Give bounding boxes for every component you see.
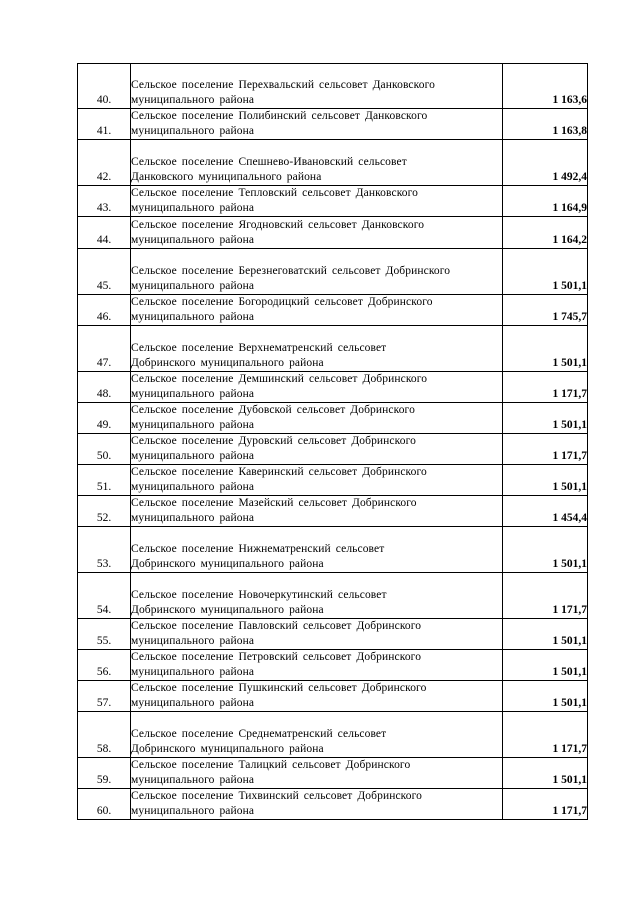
- settlement-name-line2: Добринского муниципального района: [131, 604, 324, 616]
- row-number: 49.: [78, 403, 131, 434]
- amount-value: 1 163,8: [503, 109, 588, 140]
- settlement-name: [131, 527, 503, 573]
- settlement-name: [131, 403, 503, 434]
- settlement-name-line2: муниципального района: [131, 419, 255, 431]
- amount-value: 1 171,7: [503, 789, 588, 820]
- settlement-name-line1: Сельское поселение Петровский сельсовет Добринского: [131, 651, 422, 663]
- settlement-name: [131, 496, 503, 527]
- settlement-name-line2: муниципального района: [131, 450, 255, 462]
- row-number: 56.: [78, 650, 131, 681]
- table-row: [78, 295, 588, 326]
- settlement-name: [131, 465, 503, 496]
- table-row: [78, 681, 588, 712]
- amount-value: 1 745,7: [503, 295, 588, 326]
- settlement-name: [131, 434, 503, 465]
- row-number: 44.: [78, 217, 131, 249]
- row-number: 53.: [78, 527, 131, 573]
- settlement-name: [131, 758, 503, 789]
- settlement-name-line1: Сельское поселение Нижнематренский сельсовет: [131, 543, 385, 555]
- row-number: 54.: [78, 573, 131, 619]
- settlement-name: [131, 249, 503, 295]
- settlement-name-line2: муниципального района: [131, 481, 255, 493]
- settlement-name-line2: муниципального района: [131, 805, 255, 817]
- settlement-name-line1: Сельское поселение Пушкинский сельсовет Добринского: [131, 682, 427, 694]
- amount-value: 1 501,1: [503, 650, 588, 681]
- settlement-name: [131, 619, 503, 650]
- amount-value: 1 171,7: [503, 712, 588, 758]
- settlement-name-line1: Сельское поселение Новочеркутинский сельсовет: [131, 589, 387, 601]
- table-row: [78, 758, 588, 789]
- settlement-name-line1: Сельское поселение Тепловский сельсовет Данковского: [131, 187, 419, 199]
- table-row: [78, 712, 588, 758]
- amount-value: 1 501,1: [503, 326, 588, 372]
- amount-value: 1 454,4: [503, 496, 588, 527]
- table-row: [78, 217, 588, 249]
- table-row: [78, 434, 588, 465]
- settlement-name-line1: Сельское поселение Полибинский сельсовет Данковского: [131, 110, 428, 122]
- table-row: [78, 573, 588, 619]
- row-number: 57.: [78, 681, 131, 712]
- amount-value: 1 501,1: [503, 465, 588, 496]
- settlement-name-line2: муниципального района: [131, 512, 255, 524]
- settlement-name: [131, 681, 503, 712]
- settlement-name-line2: муниципального района: [131, 202, 255, 214]
- table-row: [78, 64, 588, 109]
- row-number: 46.: [78, 295, 131, 326]
- settlement-name-line2: Добринского муниципального района: [131, 357, 324, 369]
- settlement-name: [131, 326, 503, 372]
- settlement-name: [131, 295, 503, 326]
- settlement-name-line2: муниципального района: [131, 234, 255, 246]
- settlement-name-line1: Сельское поселение Спешнево-Ивановский сельсовет: [131, 156, 407, 168]
- settlement-name-line1: Сельское поселение Талицкий сельсовет Добринского: [131, 759, 411, 771]
- row-number: 40.: [78, 64, 131, 109]
- table-row: [78, 650, 588, 681]
- settlement-name-line1: Сельское поселение Богородицкий сельсовет Добринского: [131, 296, 433, 308]
- table-row: [78, 527, 588, 573]
- amount-value: 1 171,7: [503, 434, 588, 465]
- table-row: [78, 619, 588, 650]
- row-number: 59.: [78, 758, 131, 789]
- table-row: [78, 249, 588, 295]
- settlement-name-line2: муниципального района: [131, 774, 255, 786]
- table-row: [78, 186, 588, 217]
- amount-value: 1 164,2: [503, 217, 588, 249]
- settlement-name-line1: Сельское поселение Дуровский сельсовет Добринского: [131, 435, 416, 447]
- settlement-name-line1: Сельское поселение Среднематренский сельсовет: [131, 728, 387, 740]
- table-row: [78, 496, 588, 527]
- settlement-name: [131, 64, 503, 109]
- row-number: 58.: [78, 712, 131, 758]
- settlement-name-line2: Добринского муниципального района: [131, 743, 324, 755]
- settlement-name-line2: муниципального района: [131, 125, 255, 137]
- settlement-name-line2: муниципального района: [131, 311, 255, 323]
- settlement-name-line1: Сельское поселение Каверинский сельсовет Добринского: [131, 466, 427, 478]
- settlement-name-line1: Сельское поселение Верхнематренский сельсовет: [131, 342, 387, 354]
- amount-value: 1 164,9: [503, 186, 588, 217]
- row-number: 42.: [78, 140, 131, 186]
- settlement-name: [131, 650, 503, 681]
- settlement-name-line1: Сельское поселение Демшинский сельсовет Добринского: [131, 373, 428, 385]
- settlement-name-line1: Сельское поселение Тихвинский сельсовет Добринского: [131, 790, 422, 802]
- settlement-name-line2: муниципального района: [131, 388, 255, 400]
- settlement-name: [131, 217, 503, 249]
- row-number: 50.: [78, 434, 131, 465]
- amount-value: 1 501,1: [503, 249, 588, 295]
- row-number: 55.: [78, 619, 131, 650]
- settlements-table: [77, 63, 588, 820]
- settlement-name-line1: Сельское поселение Дубовской сельсовет Добринского: [131, 404, 415, 416]
- settlement-name-line2: Добринского муниципального района: [131, 558, 324, 570]
- amount-value: 1 171,7: [503, 372, 588, 403]
- row-number: 41.: [78, 109, 131, 140]
- table-row: [78, 372, 588, 403]
- row-number: 60.: [78, 789, 131, 820]
- settlement-name-line2: муниципального района: [131, 280, 255, 292]
- amount-value: 1 501,1: [503, 403, 588, 434]
- settlement-name-line2: Данковского муниципального района: [131, 171, 322, 183]
- row-number: 45.: [78, 249, 131, 295]
- amount-value: 1 501,1: [503, 527, 588, 573]
- amount-value: 1 501,1: [503, 758, 588, 789]
- amount-value: 1 492,4: [503, 140, 588, 186]
- settlement-name: [131, 109, 503, 140]
- settlement-name-line1: Сельское поселение Павловский сельсовет Добринского: [131, 620, 422, 632]
- amount-value: 1 501,1: [503, 681, 588, 712]
- settlement-name: [131, 372, 503, 403]
- settlement-name: [131, 186, 503, 217]
- settlement-name-line2: муниципального района: [131, 94, 255, 106]
- settlement-name-line2: муниципального района: [131, 666, 255, 678]
- settlement-name: [131, 140, 503, 186]
- settlement-name-line1: Сельское поселение Перехвальский сельсовет Данковского: [131, 79, 435, 91]
- table-row: [78, 326, 588, 372]
- settlement-name-line2: муниципального района: [131, 697, 255, 709]
- row-number: 52.: [78, 496, 131, 527]
- row-number: 51.: [78, 465, 131, 496]
- row-number: 47.: [78, 326, 131, 372]
- amount-value: 1 501,1: [503, 619, 588, 650]
- amount-value: 1 163,6: [503, 64, 588, 109]
- table-row: [78, 789, 588, 820]
- settlement-name: [131, 573, 503, 619]
- table-row: [78, 109, 588, 140]
- settlement-name-line2: муниципального района: [131, 635, 255, 647]
- settlement-name: [131, 789, 503, 820]
- table-row: [78, 465, 588, 496]
- settlement-name-line1: Сельское поселение Ягодновский сельсовет Данковского: [131, 219, 425, 231]
- table-row: [78, 140, 588, 186]
- row-number: 43.: [78, 186, 131, 217]
- table-row: [78, 403, 588, 434]
- row-number: 48.: [78, 372, 131, 403]
- settlement-name-line1: Сельское поселение Мазейский сельсовет Добринского: [131, 497, 417, 509]
- settlement-name-line1: Сельское поселение Березнеговатский сельсовет Добринского: [131, 265, 451, 277]
- settlement-name: [131, 712, 503, 758]
- amount-value: 1 171,7: [503, 573, 588, 619]
